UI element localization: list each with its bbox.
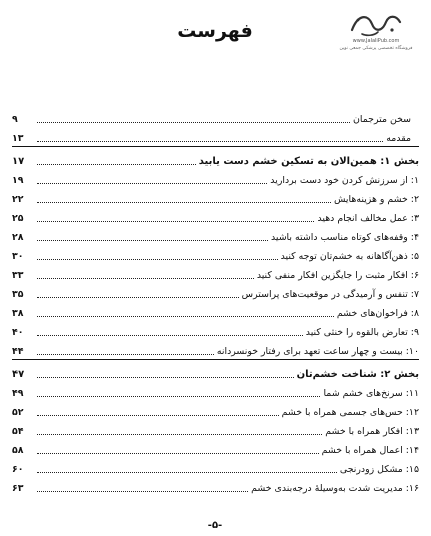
dot-leader — [37, 452, 319, 454]
toc-entry-page: ۲۵ — [12, 213, 24, 224]
section-divider — [12, 359, 419, 360]
toc-entry[interactable] — [12, 244, 419, 263]
toc-entry-page: ۴۴ — [12, 346, 24, 357]
publisher-logo — [336, 10, 416, 56]
dot-leader — [37, 201, 331, 203]
toc-entry[interactable] — [12, 381, 419, 400]
toc-entry-page: ۲۸ — [12, 232, 24, 243]
dot-leader — [37, 376, 294, 378]
toc-entry-page: ۳۳ — [12, 270, 24, 281]
publisher-logo-icon — [348, 10, 404, 38]
toc-entry-label: ۵: ذهن‌آگاهانه به خشم‌تان توجه کنید — [280, 251, 419, 262]
toc-entry[interactable] — [12, 301, 419, 320]
dot-leader — [37, 414, 279, 416]
toc-part-label: بخش ۱: همین‌الان به تسکین خشم دست یابید — [198, 156, 419, 167]
page-title: فهرست — [177, 20, 253, 42]
dot-leader — [37, 334, 303, 336]
dot-leader — [37, 395, 320, 397]
publisher-tagline: فروشگاه تخصصی پزشکی جمعی نوین — [339, 46, 413, 51]
toc-entry-page: ۲۲ — [12, 194, 24, 205]
toc-part-heading[interactable] — [12, 362, 419, 381]
toc-part-page: ۴۷ — [12, 369, 25, 380]
page-number: -۵- — [207, 520, 223, 531]
toc-part-page: ۱۷ — [12, 156, 25, 167]
dot-leader — [37, 140, 383, 142]
toc-entry[interactable] — [12, 400, 419, 419]
toc-entry[interactable] — [12, 225, 419, 244]
toc-entry[interactable] — [12, 419, 419, 438]
toc-entry-label: ۹: تعارض بالقوه را خنثی کنید — [305, 327, 419, 338]
toc-entry-page: ۳۸ — [12, 308, 24, 319]
toc-entry-label: ۲: خشم و هزینه‌هایش — [333, 194, 419, 205]
toc-entry-page: ۴۰ — [12, 327, 24, 338]
toc-entry[interactable] — [12, 126, 419, 145]
dot-leader — [37, 490, 248, 492]
dot-leader — [37, 258, 278, 260]
toc-entry-label: ۴: وقفه‌های کوتاه مناسب داشته باشید — [270, 232, 419, 243]
toc-entry-label: ۱۳: افکار همراه با خشم — [325, 426, 419, 437]
dot-leader — [37, 471, 337, 473]
toc-entry[interactable] — [12, 457, 419, 476]
dot-leader — [37, 277, 254, 279]
toc-entry[interactable] — [12, 187, 419, 206]
toc-entry-label: سخن مترجمان — [352, 114, 411, 125]
toc-entry[interactable] — [12, 206, 419, 225]
toc-entry-page: ۹ — [12, 114, 18, 125]
toc-entry-label: ۶: افکار مثبت را جایگزین افکار منفی کنید — [256, 270, 419, 281]
dot-leader — [37, 239, 268, 241]
toc-entry[interactable] — [12, 320, 419, 339]
toc-entry[interactable] — [12, 282, 419, 301]
toc-entry-label: ۱۲: حس‌های جسمی همراه با خشم — [281, 407, 419, 418]
toc-entry-page: ۴۹ — [12, 388, 24, 399]
dot-leader — [37, 353, 214, 355]
toc-entry-label: ۱۱: سرنخ‌های خشم شما — [323, 388, 419, 399]
toc-entry-label: ۱۶: مدیریت شدت به‌وسیلهٔ درجه‌بندی خشم — [251, 483, 419, 494]
toc-entry[interactable] — [12, 107, 419, 126]
toc-entry-page: ۳۰ — [12, 251, 24, 262]
toc-entry[interactable] — [12, 438, 419, 457]
toc-entry-page: ۳۵ — [12, 289, 24, 300]
toc-entry-page: ۶۰ — [12, 464, 24, 475]
dot-leader — [37, 121, 350, 123]
dot-leader — [37, 182, 267, 184]
toc-entry-page: ۵۴ — [12, 426, 24, 437]
toc-entry[interactable] — [12, 476, 419, 495]
toc-entry-label: ۷: تنفس و آرمیدگی در موقعیت‌های پراسترس — [241, 289, 419, 300]
toc-entry-label: ۱۰: بیست و چهار ساعت تعهد برای رفتار خونسردانه — [216, 346, 419, 357]
toc-entry-page: ۵۸ — [12, 445, 24, 456]
section-divider — [12, 146, 419, 147]
toc-part-label: بخش ۲: شناخت خشم‌تان — [296, 369, 419, 380]
toc-entry-label: مقدمه — [386, 133, 411, 144]
dot-leader — [37, 315, 334, 317]
table-of-contents — [12, 107, 419, 495]
dot-leader — [37, 220, 314, 222]
toc-entry-page: ۵۲ — [12, 407, 24, 418]
toc-entry-page: ۱۳ — [12, 133, 24, 144]
toc-entry-page: ۶۳ — [12, 483, 24, 494]
toc-entry-label: ۱۴: اعمال همراه با خشم — [321, 445, 419, 456]
publisher-url: www.JalaliPub.com — [352, 38, 400, 44]
dot-leader — [37, 296, 239, 298]
toc-part-heading[interactable] — [12, 149, 419, 168]
dot-leader — [37, 163, 196, 165]
toc-entry-label: ۳: عمل مخالف انجام دهید — [317, 213, 419, 224]
toc-entry-page: ۱۹ — [12, 175, 24, 186]
toc-entry-label: ۱۵: مشکل زودرنجی — [339, 464, 419, 475]
toc-entry[interactable] — [12, 168, 419, 187]
toc-entry-label: ۸: فراخوان‌های خشم — [336, 308, 419, 319]
toc-entry-label: ۱: از سرزنش کردن خود دست بردارید — [270, 175, 419, 186]
toc-entry[interactable] — [12, 263, 419, 282]
toc-entry[interactable] — [12, 339, 419, 358]
dot-leader — [37, 433, 322, 435]
